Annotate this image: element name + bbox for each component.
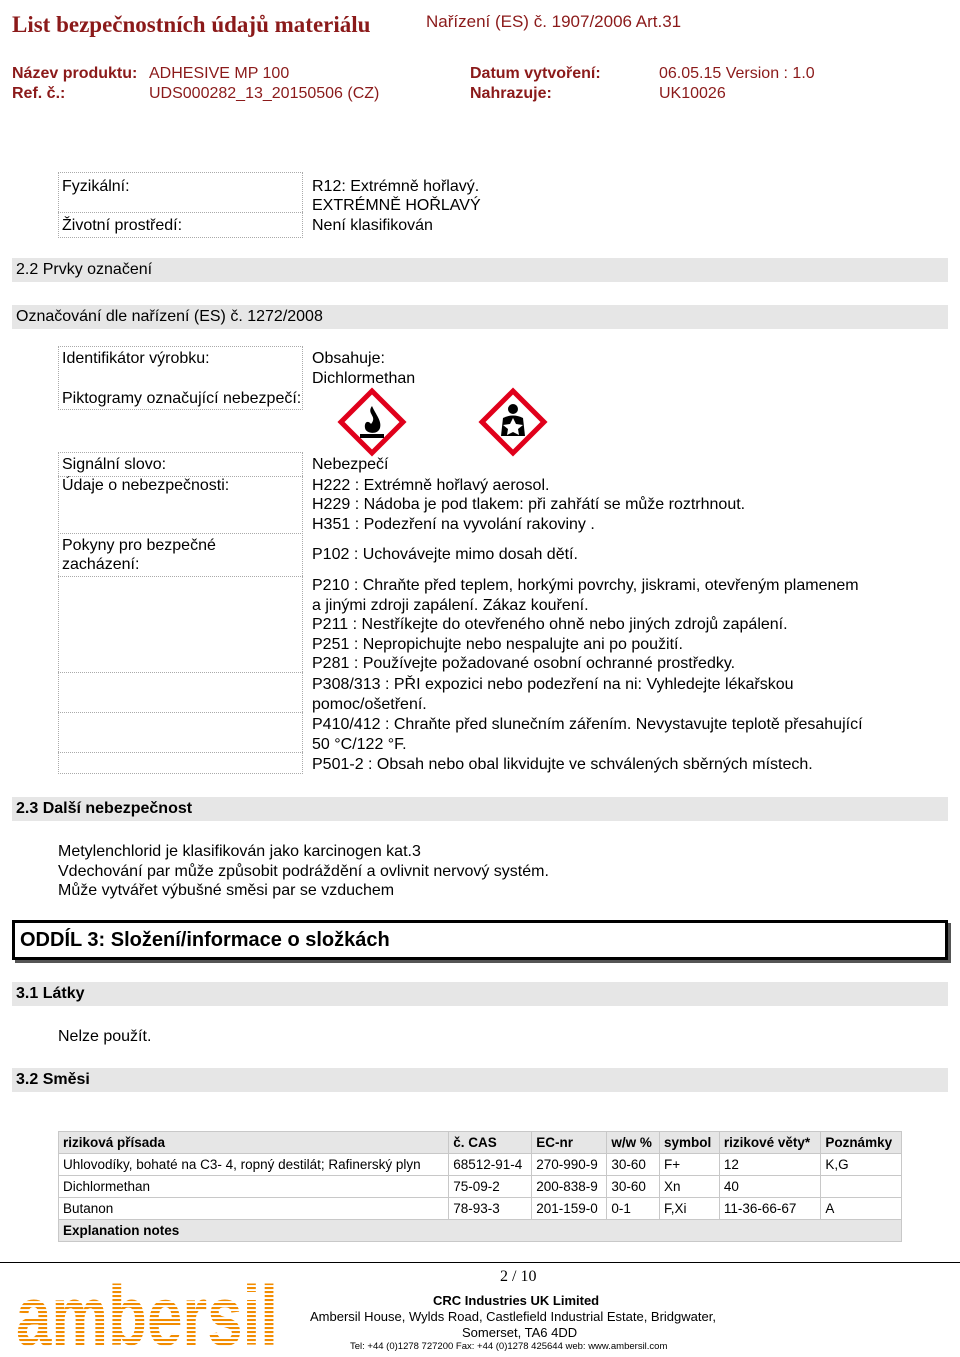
cell-risk: 40 (719, 1176, 820, 1198)
page-number: 2 / 10 (500, 1268, 537, 1285)
col-header-ingredient: riziková přísada (59, 1132, 449, 1154)
table-row (59, 1198, 902, 1220)
precaution-p102: P102 : Uchovávejte mimo dosah dětí. (312, 546, 578, 563)
product-name-label: Název produktu: (12, 65, 138, 82)
cell-notes (821, 1176, 902, 1198)
explanation-notes: Explanation notes (59, 1220, 902, 1242)
table-row (59, 1154, 902, 1176)
other-hazard-line-3: Může vytvářet výbušné směsi par se vzduchem (58, 882, 395, 899)
hazard-statements-label: Údaje o nebezpečnosti: (62, 477, 230, 494)
col-header-ww: w/w % (607, 1132, 660, 1154)
section-3-heading: ODDÍL 3: Složení/informace o složkách (12, 920, 948, 960)
date-value: 06.05.15 Version : 1.0 (659, 65, 815, 82)
cell-ec: 201-159-0 (532, 1198, 607, 1220)
address-line-2: Somerset, TA6 4DD (462, 1325, 578, 1340)
physical-label: Fyzikální: (62, 178, 130, 195)
cell-ingredient: Butanon (59, 1198, 449, 1220)
cell-ww: 30-60 (607, 1176, 660, 1198)
precaution-p281: P281 : Používejte požadované osobní ochranné prostředky. (312, 655, 736, 672)
hazard-labels-box (58, 452, 303, 774)
cell-risk: 11-36-66-67 (719, 1198, 820, 1220)
section-2-3-heading: 2.3 Další nebezpečnost (12, 797, 948, 821)
product-name-value: ADHESIVE MP 100 (149, 65, 290, 82)
table-row (59, 1176, 902, 1198)
environment-value: Není klasifikován (312, 217, 433, 234)
contains-value: Dichlormethan (312, 370, 416, 387)
physical-value: R12: Extrémně hořlavý. (312, 178, 480, 195)
ambersil-logo (14, 1267, 282, 1357)
hazard-h229: H229 : Nádoba je pod tlakem: při zahřátí se může roztrhnout. (312, 496, 746, 513)
company-name: CRC Industries UK Limited (433, 1293, 600, 1308)
precaution-p211: P211 : Nestříkejte do otevřeného ohně nebo jiných zdrojů zapálení. (312, 616, 788, 633)
pictograms-label: Piktogramy označující nebezpečí: (62, 390, 302, 407)
precaution-p308-line1: P308/313 : PŘI expozici nebo podezření na ni: Vyhledejte lékařskou (312, 676, 794, 693)
document-header (0, 0, 960, 110)
cell-symbol: F,Xi (660, 1198, 720, 1220)
cell-cas: 78-93-3 (449, 1198, 532, 1220)
cell-ww: 30-60 (607, 1154, 660, 1176)
section-3-1-heading: 3.1 Látky (12, 982, 948, 1006)
ref-label: Ref. č.: (12, 85, 66, 102)
product-id-label: Identifikátor výrobku: (62, 350, 210, 367)
cell-symbol: F+ (660, 1154, 720, 1176)
hazard-h351: H351 : Podezření na vyvolání rakoviny . (312, 516, 595, 533)
precaution-p210-line2: a jinými zdroji zapálení. Zákaz kouření. (312, 597, 589, 614)
section-2-2-heading: 2.2 Prvky označení (12, 258, 948, 282)
replaces-label: Nahrazuje: (470, 85, 552, 102)
col-header-notes: Poznámky (821, 1132, 902, 1154)
replaces-value: UK10026 (659, 85, 726, 102)
substances-value: Nelze použít. (58, 1028, 152, 1045)
ingredients-table (58, 1131, 902, 1242)
col-header-symbol: symbol (660, 1132, 720, 1154)
precaution-p308-line2: pomoc/ošetření. (312, 696, 427, 713)
document-title: List bezpečnostních údajů materiálu (12, 12, 371, 37)
footer-divider (0, 1262, 960, 1263)
precaution-label-line1: Pokyny pro bezpečné (62, 537, 216, 554)
flame-icon (338, 388, 406, 456)
other-hazard-line-2: Vdechování par může způsobit podráždění a ovlivnit nervový systém. (58, 863, 549, 880)
table-footer-row (59, 1220, 902, 1242)
cell-cas: 68512-91-4 (449, 1154, 532, 1176)
cell-ww: 0-1 (607, 1198, 660, 1220)
precaution-p501: P501-2 : Obsah nebo obal likvidujte ve schválených sběrných místech. (312, 756, 813, 773)
cell-ec: 270-990-9 (532, 1154, 607, 1176)
cell-ingredient: Dichlormethan (59, 1176, 449, 1198)
precaution-p410-line1: P410/412 : Chraňte před slunečním zářením. Nevystavujte teplotě přesahující (312, 716, 863, 733)
signal-word-label: Signální slovo: (62, 456, 167, 473)
section-3-2-heading: 3.2 Směsi (12, 1068, 948, 1092)
precaution-p251: P251 : Nepropichujte nebo nespalujte ani po použití. (312, 636, 683, 653)
precaution-p210-line1: P210 : Chraňte před teplem, horkými povrchy, jiskrami, otevřeným plamenem (312, 577, 859, 594)
cell-symbol: Xn (660, 1176, 720, 1198)
cell-cas: 75-09-2 (449, 1176, 532, 1198)
table-header-row (59, 1132, 902, 1154)
date-label: Datum vytvoření: (470, 65, 601, 82)
physical-value-caps: EXTRÉMNĚ HOŘLAVÝ (312, 197, 481, 214)
cell-risk: 12 (719, 1154, 820, 1176)
col-header-ec: EC-nr (532, 1132, 607, 1154)
cell-ec: 200-838-9 (532, 1176, 607, 1198)
precaution-p410-line2: 50 °C/122 °F. (312, 736, 407, 753)
contains-label: Obsahuje: (312, 350, 385, 367)
address-line-1: Ambersil House, Wylds Road, Castlefield Industrial Estate, Bridgwater, (310, 1309, 716, 1324)
col-header-cas: č. CAS (449, 1132, 532, 1154)
regulation-reference: Nařízení (ES) č. 1907/2006 Art.31 (426, 12, 682, 31)
cell-notes: K,G (821, 1154, 902, 1176)
section-2-2-subheading: Označování dle nařízení (ES) č. 1272/2008 (12, 305, 948, 329)
cell-ingredient: Uhlovodíky, bohaté na C3- 4, ropný destilát; Rafinerský plyn (59, 1154, 449, 1176)
signal-word-value: Nebezpečí (312, 456, 389, 473)
logo-text: ambersil (16, 1269, 278, 1357)
contact-line: Tel: +44 (0)1278 727200 Fax: +44 (0)1278 425644 web: www.ambersil.com (350, 1341, 668, 1352)
col-header-risk: rizikové věty* (719, 1132, 820, 1154)
cell-notes: A (821, 1198, 902, 1220)
other-hazard-line-1: Metylenchlorid je klasifikován jako karcinogen kat.3 (58, 843, 421, 860)
precaution-label-line2: zacházení: (62, 556, 140, 573)
health-hazard-icon (479, 388, 547, 456)
hazard-h222: H222 : Extrémně hořlavý aerosol. (312, 477, 550, 494)
ref-value: UDS000282_13_20150506 (CZ) (149, 85, 380, 102)
environment-label: Životní prostředí: (62, 217, 183, 234)
